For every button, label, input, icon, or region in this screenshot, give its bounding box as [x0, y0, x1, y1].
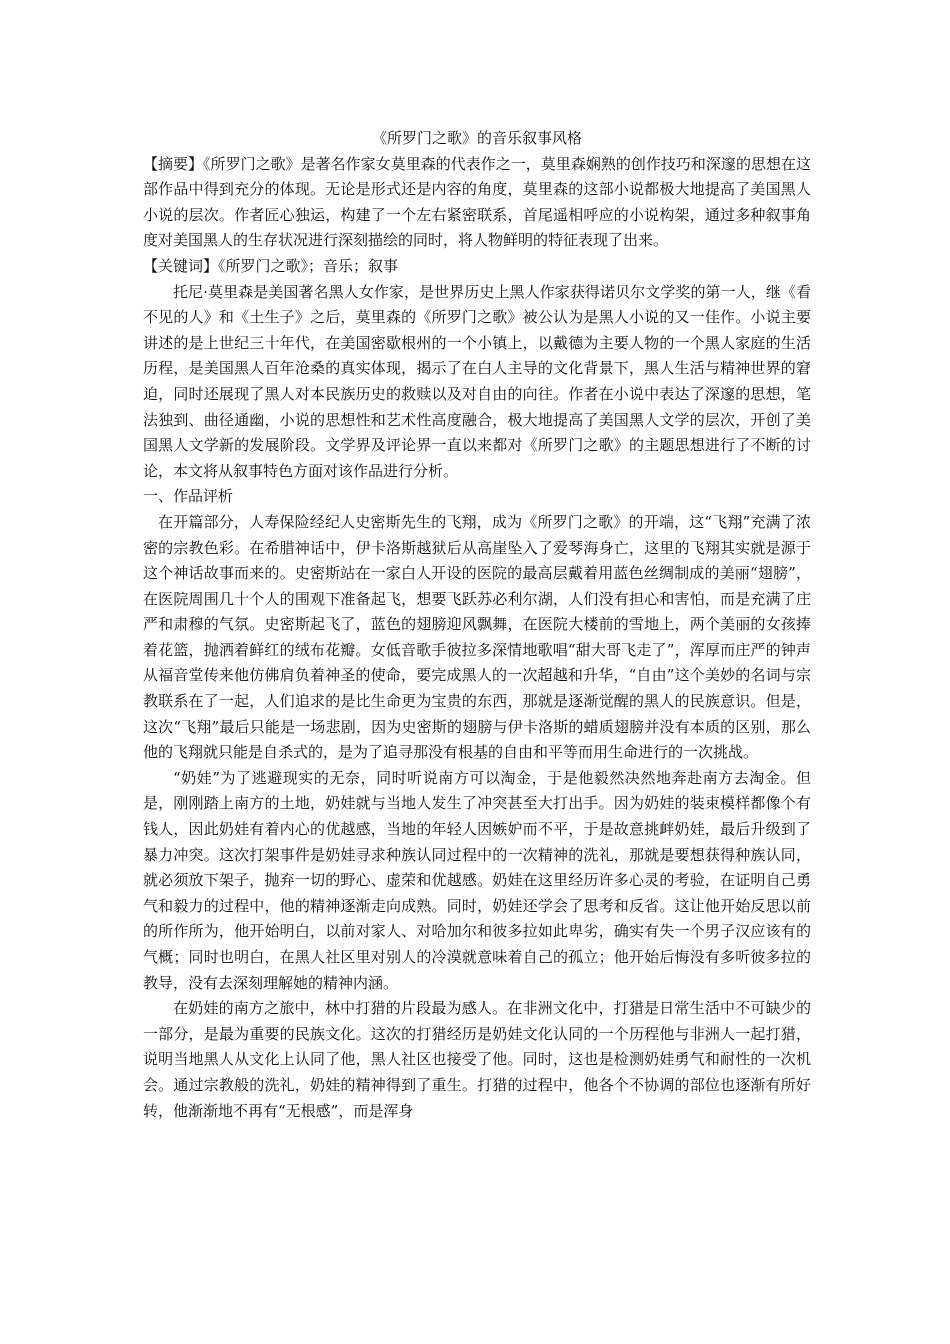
- body-paragraph-2: “奶娃”为了逃避现实的无奈，同时听说南方可以淘金，于是他毅然决然地奔赴南方去淘金。但是，刚刚踏上南方的土地，奶娃就与当地人发生了冲突甚至大打出手。因为奶娃的装束模样都像个有钱人，因此奶娃有着内心的优越感，当地的年轻人因嫉妒而不平，于是故意挑衅奶娃，最后升级到了暴力冲突。这次打架事件是奶娃寻求种族认同过程中的一次精神的洗礼，那就是要想获得种族认同，就必须放下架子，抛弃一切的野心、虚荣和优越感。奶娃在这里经历许多心灵的考验，在证明自己勇气和毅力的过程中，他的精神逐渐走向成熟。同时，奶娃还学会了思考和反省。这让他开始反思以前的所作所为，他开始明白，以前对家人、对哈加尔和彼多拉如此卑劣，确实有失一个男子汉应该有的气概；同时也明白，在黑人社区里对别人的冷漠就意味着自己的孤立；他开始后悔没有多听彼多拉的教导，没有去深刻理解她的精神内涵。: [143, 768, 811, 992]
- abstract-paragraph: 【摘要】《所罗门之歌》是著名作家女莫里森的代表作之一，莫里森娴熟的创作技巧和深邃的思想在这部作品中得到充分的体现。无论是形式还是内容的角度，莫里森的这部小说都极大地提高了美国黑人小说的层次。作者匠心独运，构建了一个左右紧密联系，首尾遥相呼应的小说构架，通过多种叙事角度对美国黑人的生存状况进行深刻描绘的同时，将人物鲜明的特征表现了出来。: [143, 154, 811, 250]
- document-body: [143, 126, 811, 1124]
- document-title: 《所罗门之歌》的音乐叙事风格: [371, 129, 582, 147]
- body-paragraph-1: 在开篇部分，人寿保险经纪人史密斯先生的飞翔，成为《所罗门之歌》的开端，这“飞翔”充满了浓密的宗教色彩。在希腊神话中，伊卡洛斯越狱后从高崖坠入了爱琴海身亡，这里的飞翔其实就是源于这个神话故事而来的。史密斯站在一家白人开设的医院的最高层戴着用蓝色丝绸制成的美丽“翅膀”，在医院周围几十个人的围观下准备起飞，想要飞跃苏必利尔湖，人们没有担心和害怕，而是充满了庄严和肃穆的气氛。史密斯起飞了，蓝色的翅膀迎风飘舞，在医院大楼前的雪地上，两个美丽的女孩捧着花篮，抛洒着鲜红的绒布花瓣。女低音歌手彼拉多深情地歌唱“甜大哥飞走了”，浑厚而庄严的钟声从福音堂传来他仿佛肩负着神圣的使命，要完成黑人的一次超越和升华，“自由”这个美妙的名词与宗教联系在了一起，人们追求的是比生命更为宝贵的东西，那就是逐渐觉醒的黑人的民族意识。但是，这次“飞翔”最后只能是一场悲剧，因为史密斯的翅膀与伊卡洛斯的蜡质翅膀并没有本质的区别，那么他的飞翔就只能是自杀式的，是为了追寻那没有根基的自由和平等而用生命进行的一次挑战。: [143, 512, 811, 762]
- section-heading: 一、作品评析: [143, 487, 234, 506]
- keywords-line: 【关键词】《所罗门之歌》；音乐；叙事: [143, 256, 399, 275]
- body-paragraph-3: 在奶娃的南方之旅中，林中打猎的片段最为感人。在非洲文化中，打猎是日常生活中不可缺少的一部分，是最为重要的民族文化。这次的打猎经历是奶娃文化认同的一个历程他与非洲人一起打猎，说明当地黑人从文化上认同了他，黑人社区也接受了他。同时，这也是检测奶娃勇气和耐性的一次机会。通过宗教般的洗礼，奶娃的精神得到了重生。打猎的过程中，他各个不协调的部位也逐渐有所好转，他渐渐地不再有“无根感”，而是浑身: [143, 999, 811, 1120]
- intro-paragraph: 托尼·莫里森是美国著名黑人女作家，是世界历史上黑人作家获得诺贝尔文学奖的第一人，继《看不见的人》和《土生子》之后，莫里森的《所罗门之歌》被公认为是黑人小说的又一佳作。小说主要讲述的是上世纪三十年代，在美国密歇根州的一个小镇上，以戴德为主要人物的一个黑人家庭的生活历程，是美国黑人百年沧桑的真实体现，揭示了在白人主导的文化背景下，黑人生活与精神世界的窘迫，同时还展现了黑人对本民族历史的救赎以及对自由的向往。作者在小说中表达了深邃的思想，笔法独到、曲径通幽，小说的思想性和艺术性高度融合，极大地提高了美国黑人文学的层次，开创了美国黑人文学新的发展阶段。文学界及评论界一直以来都对《所罗门之歌》的主题思想进行了不断的讨论，本文将从叙事特色方面对该作品进行分析。: [143, 282, 811, 480]
